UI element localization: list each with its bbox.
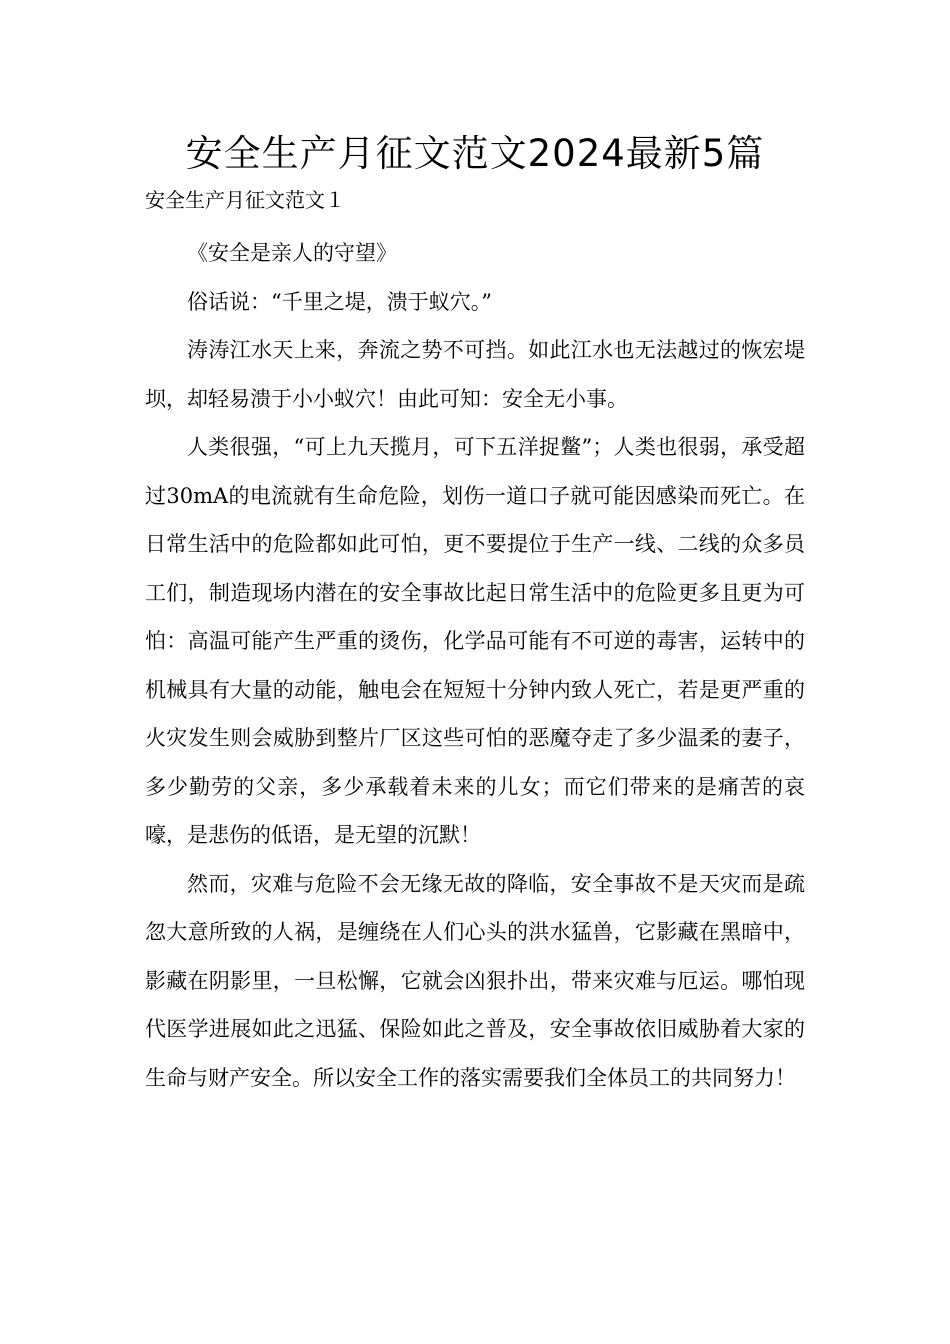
body-paragraph: 然而，灾难与危险不会无缘无故的降临，安全事故不是天灾而是疏忽大意所致的人祸，是缠绕在人们心头的洪水猛兽，它影藏在黑暗中，影藏在阴影里，一旦松懈，它就会凶狠扑出，带来灾难与厄运。哪怕现代医学进展如此之迅猛、保险如此之普及，安全事故依旧威胁着大家的生命与财产安全。所以安全工作的落实需要我们全体员工的共同努力！ bbox=[145, 871, 805, 1090]
document-title: 安全生产月征文范文2024最新5篇 bbox=[185, 132, 765, 175]
document-body bbox=[145, 229, 805, 1102]
body-paragraph: 俗话说：“千里之堤，溃于蚁穴。” bbox=[187, 289, 492, 314]
body-paragraph: 涛涛江水天上来，奔流之势不可挡。如此江水也无法越过的恢宏堤坝，却轻易溃于小小蚁穴！由此可知：安全无小事。 bbox=[145, 338, 805, 411]
essay-title-paragraph: 《安全是亲人的守望》 bbox=[187, 241, 397, 265]
body-paragraph: 人类很强，“可上九天揽月，可下五洋捉鳖”；人类也很弱，承受超过30mA的电流就有生命危险，划伤一道口子就可能因感染而死亡。在日常生活中的危险都如此可怕，更不要提位于生产一线、二线的众多员工们，制造现场内潜在的安全事故比起日常生活中的危险更多且更为可怕：高温可能产生严重的烫伤，化学品可能有不可逆的毒害，运转中的机械具有大量的动能，触电会在短短十分钟内致人死亡，若是更严重的火灾发生则会威胁到整片厂区这些可怕的恶魔夺走了多少温柔的妻子，多少勤劳的父亲，多少承载着未来的儿女；而它们带来的是痛苦的哀嚎，是悲伤的低语，是无望的沉默！ bbox=[145, 435, 805, 847]
section-heading: 安全生产月征文范文１ bbox=[145, 188, 345, 212]
